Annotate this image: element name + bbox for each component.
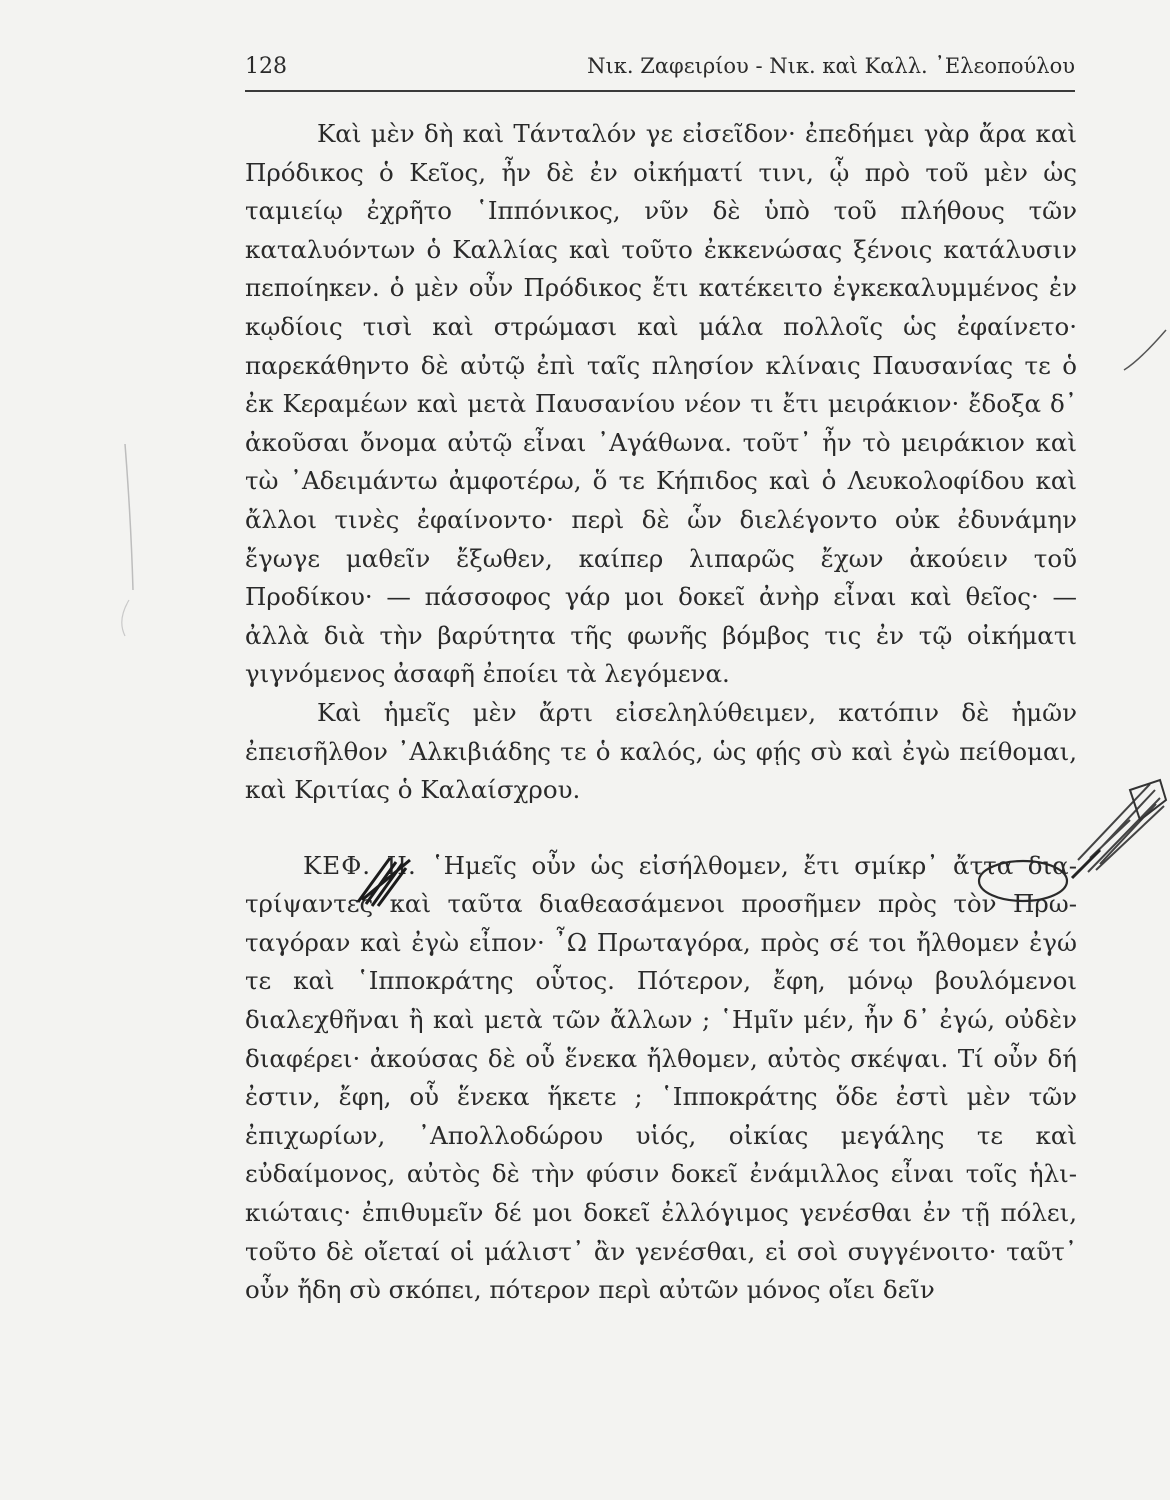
margin-scribble-mark	[1060, 760, 1170, 880]
page-header	[245, 50, 1075, 92]
margin-tick-mark	[1120, 320, 1170, 380]
chapter-label: ΚΕΦ. II.	[303, 850, 417, 880]
main-text	[245, 115, 1077, 1310]
paragraph-2: Καὶ ἡμεῖς μὲν ἄρτι εἰσεληλύθειμεν, κατόπιν δὲ ἡμῶν ἐπεισῆλθον ᾿Αλκιβιάδης τε ὁ καλός, ὡς φῄς σὺ καὶ ἐγὼ πείθομαι, καὶ Κριτίας ὁ Καλαίσχρου.	[245, 697, 1077, 805]
left-margin-line-mark	[95, 440, 145, 640]
chapter-text: ῾Ημεῖς οὖν ὡς εἰσήλθομεν, ἔτι σμίκρ᾿ ἄττα διατρίψαντες καὶ ταῦτα διαθεασάμενοι προσῆμεν πρὸς τὸν Πρωταγόραν καὶ ἐγὼ εἶπον· ῏Ω Πρωταγόρα, πρὸς σέ τοι ἤλθομεν ἐγώ τε καὶ ῾Ιπποκράτης οὗτος. Πότερον, ἔφη, μόνῳ βουλόμενοι διαλεχθῆναι ἢ καὶ μετὰ τῶν ἄλλων ; ῾Ημῖν μέν, ἦν δ᾿ ἐγώ, οὐδὲν διαφέρει· ἀκούσας δὲ οὗ ἕνεκα ἤλθομεν, αὐτὸς σκέψαι. Τί οὖν δή ἐστιν, ἔφη, οὗ ἕνεκα ἥκετε ; ῾Ιπποκράτης ὅδε ἐστὶ μὲν τῶν ἐπιχωρίων, ᾿Απολλοδώρου υἱός, οἰκίας μεγάλης τε καὶ εὐδαίμονος, αὐτὸς δὲ τὴν φύσιν δοκεῖ ἐνάμιλλος εἶναι τοῖς ἡλικιώταις· ἐπιθυμεῖν δέ μοι δοκεῖ ἐλλόγιμος γενέσθαι ἐν τῇ πόλει, τοῦτο δὲ οἴεταί οἱ μάλιστ᾿ ἂν γενέσθαι, εἰ σοὶ συγγένοιτο· ταῦτ᾿ οὖν ἤδη σὺ σκόπει, πότερον περὶ αὐτῶν μόνος οἴει δεῖν	[245, 850, 1077, 1305]
paragraph-1: Καὶ μὲν δὴ καὶ Τάνταλόν γε εἰσεῖδον· ἐπεδήμει γὰρ ἄρα καὶ Πρόδικος ὁ Κεῖος, ἦν δὲ ἐν οἰκήματί τινι, ᾧ πρὸ τοῦ μὲν ὡς ταμιείῳ ἐχρῆτο ῾Ιππόνικος, νῦν δὲ ὑπὸ τοῦ πλήθους τῶν καταλυόντων ὁ Καλλίας καὶ τοῦτο ἐκκενώσας ξένοις κατάλυσιν πεποίηκεν. ὁ μὲν οὖν Πρόδικος ἔτι κατέκειτο ἐγκεκαλυμμένος ἐν κῳδίοις τισὶ καὶ στρώμασι καὶ μάλα πολλοῖς ὡς ἐφαίνετο· παρεκάθηντο δὲ αὐτῷ ἐπὶ ταῖς πλησίον κλίναις Παυσανίας τε ὁ ἐκ Κεραμέων καὶ μετὰ Παυσανίου νέον τι ἔτι μειράκιον· ἔδοξα δ᾿ ἀκοῦσαι ὄνομα αὐτῷ εἶναι ᾿Αγάθωνα. τοῦτ᾿ ἦν τὸ μειράκιον καὶ τὼ ᾿Αδειμάντω ἀμφοτέρω, ὅ τε Κήπιδος καὶ ὁ Λευκολοφίδου καὶ ἄλλοι τινὲς ἐφαίνοντο· περὶ δὲ ὧν διελέγοντο οὐκ ἐδυνάμην ἔγωγε μαθεῖν ἔξωθεν, καίπερ λιπαρῶς ἔχων ἀκούειν τοῦ Προδίκου· — πάσσοφος γάρ μοι δοκεῖ ἀνὴρ εἶναι καὶ θεῖος· — ἀλλὰ διὰ τὴν βαρύτητα τῆς φωνῆς βόμβος τις ἐν τῷ οἰκήματι γιγνόμενος ἀσαφῆ ἐποίει τὰ λεγόμενα.	[245, 119, 1077, 689]
page-number: 128	[245, 54, 287, 79]
pen-strike-mark	[350, 850, 420, 910]
chapter-paragraph	[245, 847, 1077, 1310]
running-head: Νικ. Ζαφειρίου - Νικ. καὶ Καλλ. ᾿Ελεοπούλου	[587, 54, 1075, 78]
